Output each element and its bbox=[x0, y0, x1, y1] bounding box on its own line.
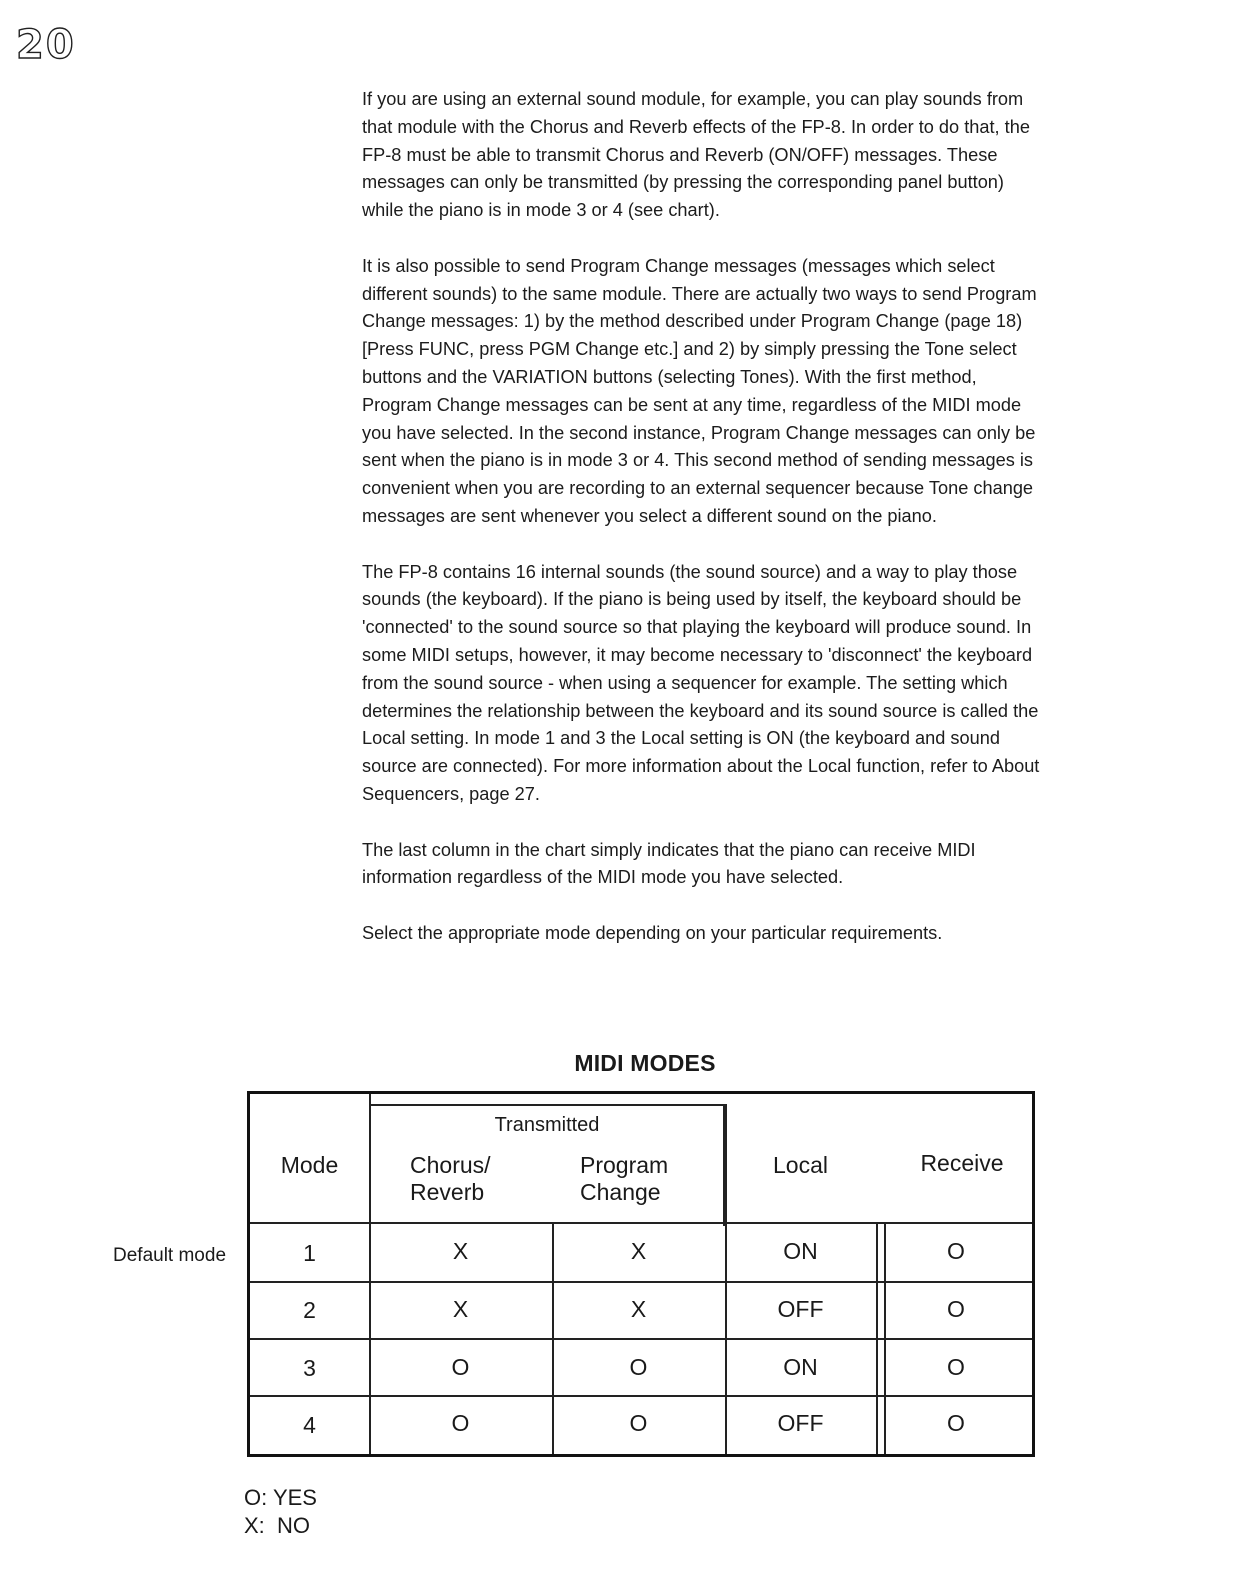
header-receive: Receive bbox=[920, 1150, 1004, 1176]
row-1-receive: O bbox=[947, 1238, 965, 1264]
default-mode-label: Default mode bbox=[113, 1245, 227, 1266]
row-4-chorus-reverb: O bbox=[451, 1410, 470, 1436]
row-2-chorus-reverb: X bbox=[452, 1296, 469, 1322]
row-divider bbox=[250, 1281, 1032, 1283]
row-4-receive: O bbox=[947, 1410, 965, 1436]
paragraph-receive: The last column in the chart simply indicates that the piano can receive MIDI information regardless of the MIDI mode you have selected. bbox=[362, 839, 976, 888]
midi-modes-table bbox=[247, 1091, 1035, 1457]
row-1-mode: 1 bbox=[303, 1240, 316, 1266]
row-3-mode: 3 bbox=[303, 1355, 316, 1381]
row-3-local: ON bbox=[783, 1354, 818, 1380]
header-transmitted: Transmitted bbox=[494, 1114, 600, 1136]
row-1-local: ON bbox=[783, 1238, 818, 1264]
row-divider bbox=[250, 1395, 1032, 1397]
row-2-mode: 2 bbox=[303, 1297, 316, 1323]
paragraph-program-change: It is also possible to send Program Change messages (messages which select different sounds) to the same module. There are actually two ways to send Program Change messages: 1) by the method described under Program Change (page 18) [Press FUNC, press PGM Change etc.] and 2) by simply pressing the Tone select buttons and the VARIATION buttons (selecting Tones). With the first method, Program Change messages can be sent at any time, regardless of the MIDI mode you have selected. In the second instance, Program Change messages can only be sent when the piano is in mode 3 or 4. This second method of sending messages is convenient when you are recording to an external sequencer because Tone change messages are sent whenever you select a different sound on the piano. bbox=[362, 255, 1037, 526]
row-4-local: OFF bbox=[777, 1410, 824, 1436]
row-2-receive: O bbox=[947, 1296, 965, 1322]
row-3-receive: O bbox=[947, 1354, 965, 1380]
column-divider bbox=[369, 1094, 371, 1454]
header-divider bbox=[250, 1222, 1032, 1224]
legend bbox=[244, 1484, 317, 1540]
legend-yes: O: YES bbox=[244, 1485, 317, 1510]
row-2-local: OFF bbox=[777, 1296, 824, 1322]
table-title: MIDI MODES bbox=[574, 1050, 716, 1076]
page-number: 20 bbox=[16, 22, 76, 68]
paragraph-select-mode: Select the appropriate mode depending on your particular requirements. bbox=[362, 922, 943, 943]
row-4-program-change: O bbox=[629, 1410, 648, 1436]
paragraph-chorus-reverb: If you are using an external sound module, for example, you can play sounds from that module with the Chorus and Reverb effects of the FP-8. In order to do that, the FP-8 must be able to transmit Chorus and Reverb (ON/OFF) messages. These messages can only be transmitted (by pressing the corresponding panel button) while the piano is in mode 3 or 4 (see chart). bbox=[362, 89, 1030, 221]
row-3-chorus-reverb: O bbox=[451, 1354, 470, 1380]
row-1-chorus-reverb: X bbox=[452, 1238, 469, 1264]
row-1-program-change: X bbox=[630, 1238, 647, 1264]
header-chorus-reverb: Chorus/ Reverb bbox=[410, 1152, 491, 1205]
row-3-program-change: O bbox=[629, 1354, 648, 1380]
header-mode: Mode bbox=[280, 1152, 339, 1178]
column-divider bbox=[876, 1222, 878, 1454]
row-divider bbox=[250, 1338, 1032, 1340]
header-program-change: Program Change bbox=[580, 1152, 669, 1205]
body-text bbox=[362, 86, 1042, 976]
paragraph-local-setting: The FP-8 contains 16 internal sounds (the sound source) and a way to play those sounds (the keyboard). If the piano is being used by itself, the keyboard should be 'connected' to the sound source so that playing the keyboard will produce sound. In some MIDI setups, however, it may become necessary to 'disconnect' the keyboard from the sound source - when using a sequencer for example. The setting which determines the relationship between the keyboard and its sound source is called the Local setting. In mode 1 and 3 the Local setting is ON (the keyboard and sound source are connected). For more information about the Local function, refer to About Sequencers, page 27. bbox=[362, 561, 1040, 804]
row-4-mode: 4 bbox=[303, 1412, 316, 1438]
header-local: Local bbox=[773, 1152, 828, 1178]
legend-no: X: NO bbox=[244, 1513, 311, 1538]
row-2-program-change: X bbox=[630, 1296, 647, 1322]
